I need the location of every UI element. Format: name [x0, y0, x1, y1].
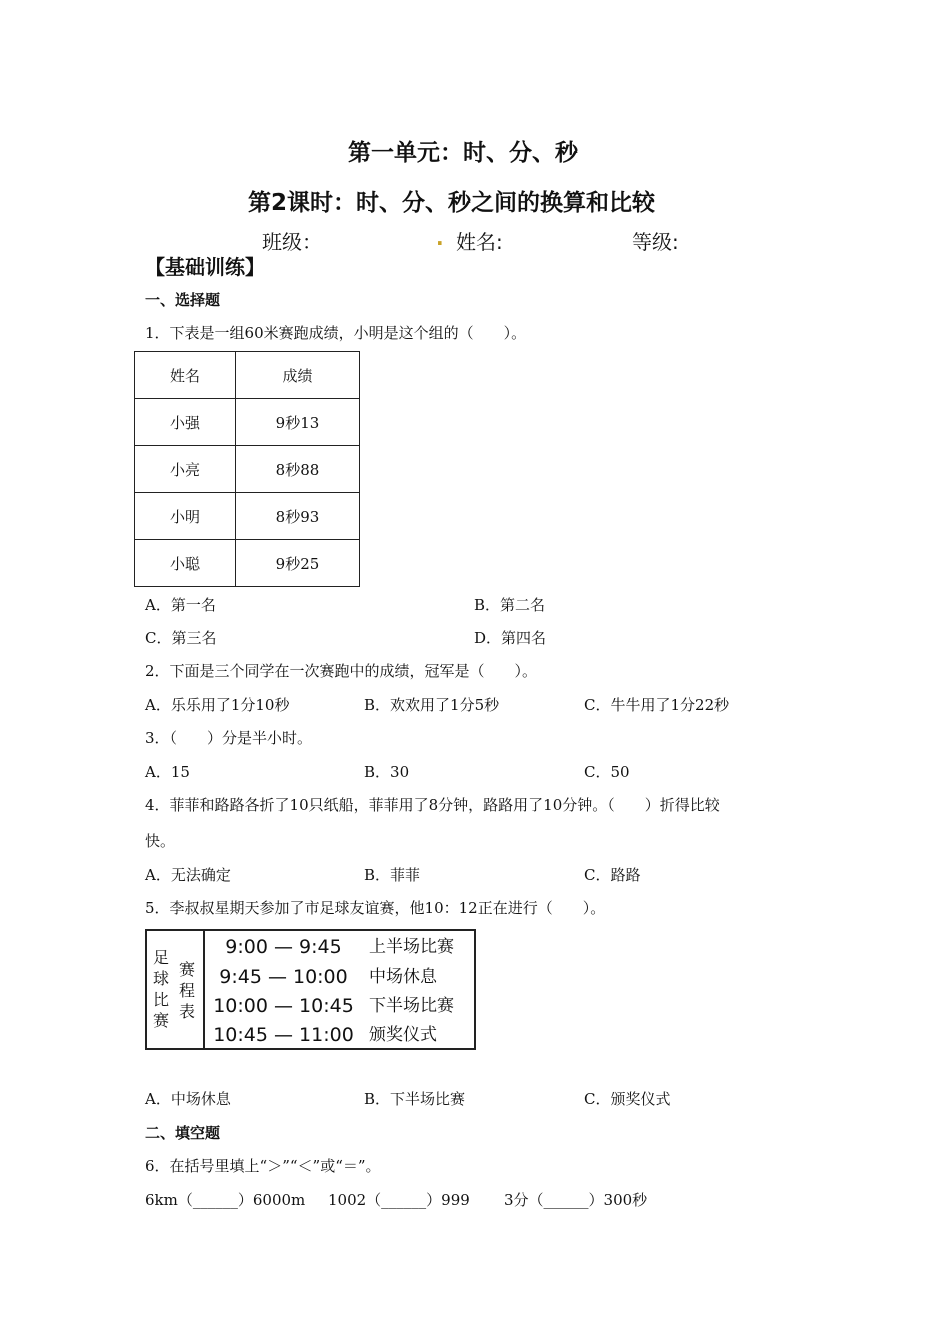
fill-item: 1002（______）999 — [328, 1191, 470, 1209]
name-label: 姓名: — [456, 230, 503, 254]
option-a: A．乐乐用了1分10秒 — [145, 696, 290, 714]
question-1: 1．下表是一组60米赛跑成绩，小明是这个组的（ ）。 — [145, 324, 527, 342]
separator-dot: . — [436, 226, 444, 250]
question-3: 3．（ ）分是半小时。 — [145, 729, 313, 747]
page-title: 第一单元：时、分、秒 — [348, 140, 578, 166]
schedule-event: 中场休息 — [369, 967, 437, 987]
option-b: B．菲菲 — [364, 866, 421, 884]
schedule-time: 10:45 — 11:00 — [213, 1024, 354, 1046]
section-heading: 【基础训练】 — [145, 255, 265, 279]
question-4: 4．菲菲和路路各折了10只纸船，菲菲用了8分钟，路路用了10分钟。（ ）折得比较 — [145, 796, 720, 814]
table-cell: 小聪 — [135, 540, 236, 587]
schedule-event: 下半场比赛 — [369, 996, 454, 1016]
fill-item: 6km（______）6000m — [145, 1191, 306, 1209]
table-header: 成绩 — [236, 352, 360, 399]
table-cell: 小强 — [135, 399, 236, 446]
table-header-row — [135, 352, 360, 399]
option-a: A．中场休息 — [145, 1090, 231, 1108]
schedule-row — [205, 932, 477, 962]
schedule-event: 颁奖仪式 — [369, 1025, 437, 1045]
football-schedule-image — [145, 929, 476, 1050]
schedule-left-label: 足球比赛 — [153, 948, 170, 1030]
option-c: C．颁奖仪式 — [584, 1090, 671, 1108]
option-c: C．第三名 — [145, 629, 217, 647]
option-d: D．第四名 — [474, 629, 547, 647]
table-cell: 9秒25 — [236, 540, 360, 587]
option-a: A．15 — [145, 763, 190, 781]
option-c: C．50 — [584, 763, 630, 781]
option-b: B．欢欢用了1分5秒 — [364, 696, 500, 714]
lesson-subtitle: 第2课时：时、分、秒之间的换算和比较 — [248, 190, 656, 216]
schedule-time: 9:00 — 9:45 — [225, 936, 342, 958]
option-b: B．30 — [364, 763, 410, 781]
option-a: A．无法确定 — [145, 866, 231, 884]
schedule-event: 上半场比赛 — [369, 937, 454, 957]
part-heading-choice: 一、选择题 — [145, 291, 221, 309]
option-b: B．第二名 — [474, 596, 546, 614]
schedule-row — [205, 1020, 477, 1050]
schedule-time: 9:45 — 10:00 — [219, 966, 348, 988]
table-cell: 8秒93 — [236, 493, 360, 540]
option-a: A．第一名 — [145, 596, 216, 614]
table-row — [135, 399, 360, 446]
table-cell: 小亮 — [135, 446, 236, 493]
option-b: B．下半场比赛 — [364, 1090, 466, 1108]
table-row — [135, 493, 360, 540]
question-4-continued: 快。 — [145, 832, 176, 850]
class-label: 班级： — [262, 230, 322, 254]
question-2: 2．下面是三个同学在一次赛跑中的成绩，冠军是（ ）。 — [145, 662, 538, 680]
schedule-time: 10:00 — 10:45 — [213, 995, 354, 1017]
fill-item: 3分（______）300秒 — [504, 1191, 648, 1209]
score-table — [134, 351, 360, 587]
schedule-row — [205, 991, 477, 1021]
table-row — [135, 540, 360, 587]
schedule-right-label: 赛程表 — [179, 960, 196, 1021]
table-cell: 小明 — [135, 493, 236, 540]
question-6: 6．在括号里填上“＞”“＜”或“＝”。 — [145, 1157, 381, 1175]
option-c: C．牛牛用了1分22秒 — [584, 696, 730, 714]
option-c: C．路路 — [584, 866, 641, 884]
schedule-row — [205, 962, 477, 992]
grade-label: 等级: — [632, 230, 679, 254]
table-cell: 9秒13 — [236, 399, 360, 446]
table-header: 姓名 — [135, 352, 236, 399]
table-row — [135, 446, 360, 493]
part-heading-fill: 二、填空题 — [145, 1124, 221, 1142]
table-cell: 8秒88 — [236, 446, 360, 493]
question-5: 5．李叔叔星期天参加了市足球友谊赛，他10：12正在进行（ ）。 — [145, 899, 606, 917]
